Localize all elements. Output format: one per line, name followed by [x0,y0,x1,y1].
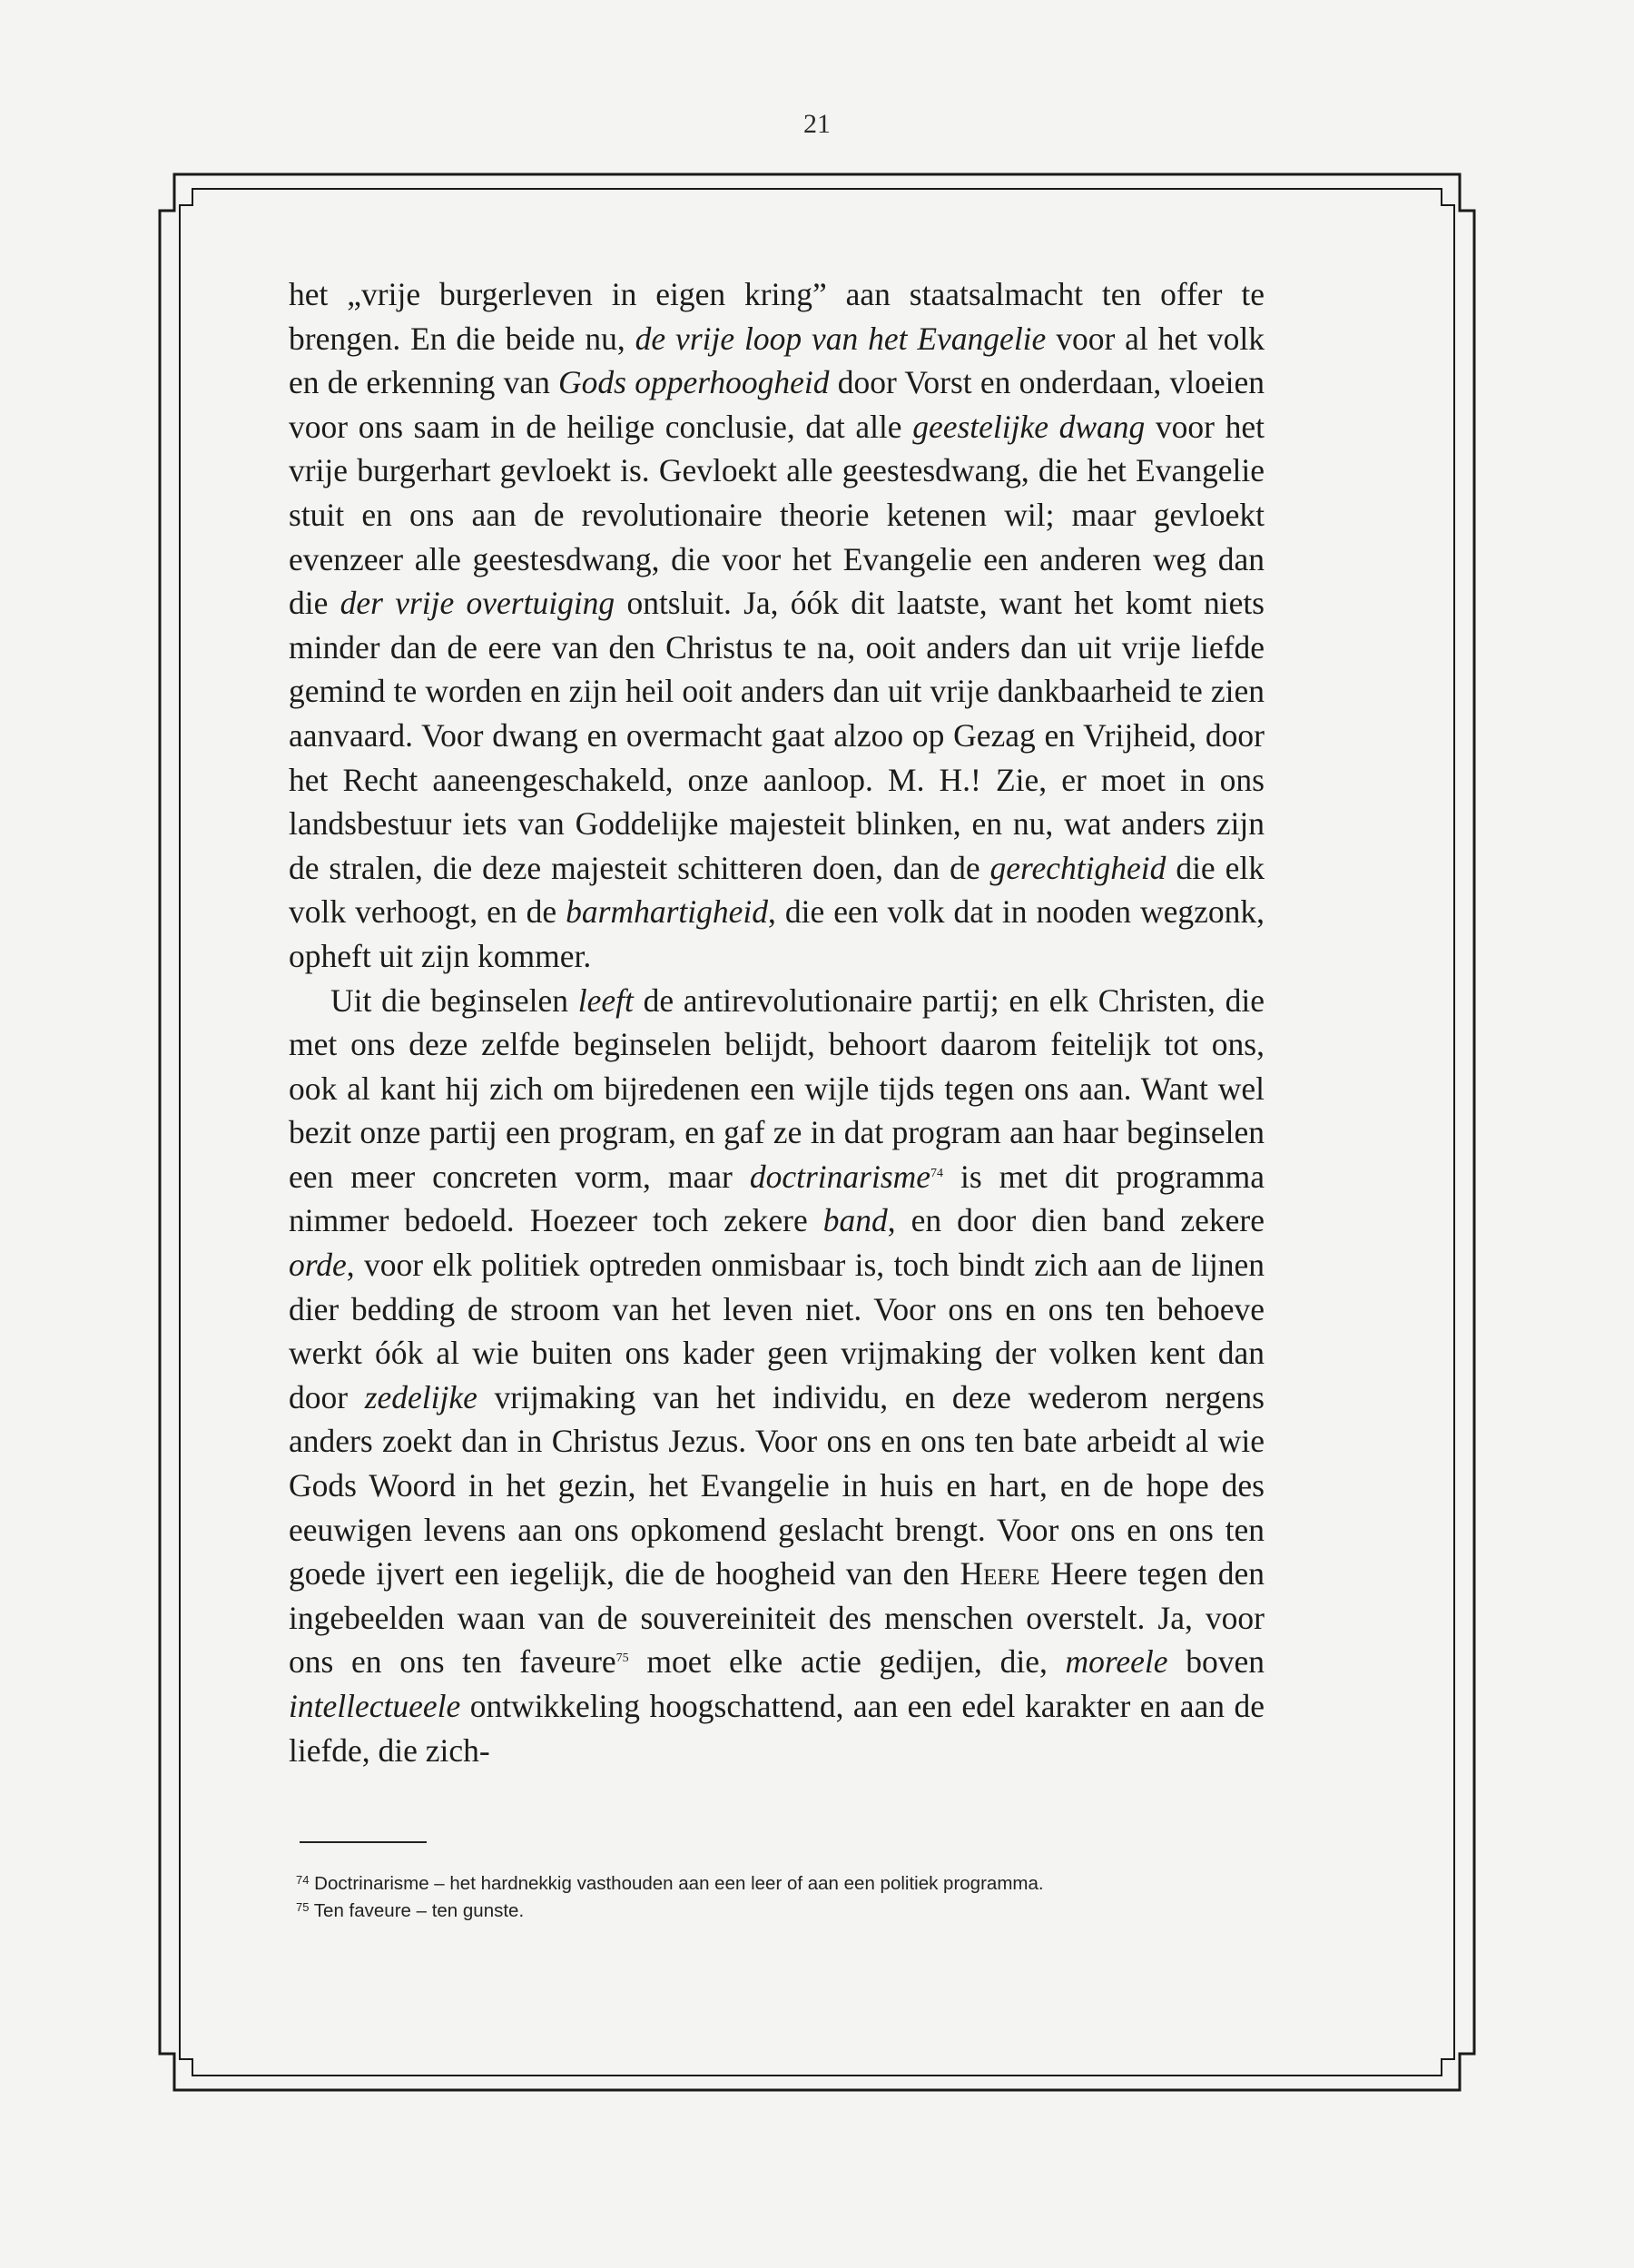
paragraph-2 [289,979,1265,1773]
italic-phrase: zedelijke [364,1378,477,1415]
italic-phrase: leeft [577,981,634,1019]
footnote-number: 75 [296,1900,310,1914]
text-run: , en door dien band zekere [887,1202,1265,1239]
italic-phrase: der vrije overtuiging [340,585,615,622]
footnote-rule [300,1841,427,1843]
body-text [289,272,1265,1772]
italic-phrase: orde [289,1247,347,1284]
text-run: Heere tegen den ingebeelden waan van de souvereiniteit des menschen overstelt. Ja, voor ons en ons ten faveure [289,1555,1265,1681]
italic-phrase: band [822,1202,888,1239]
text-run: is met dit programma nimmer bedoeld. Hoezeer toch zekere [289,1158,1265,1239]
text-run: die elk volk verhoogt, en de [289,849,1265,931]
italic-phrase: gerechtigheid [989,849,1166,886]
italic-phrase: de vrije loop van het Evangelie [635,320,1047,357]
small-caps-word: Heere [960,1555,1040,1593]
footnote-reference: 75 [615,1652,629,1666]
text-run: , die een volk dat in nooden wegzonk, opheft uit zijn kommer. [289,893,1265,974]
footnote-number: 74 [296,1873,310,1887]
text-run: de antirevolutionaire partij; en elk Christen, die met ons deze zelfde beginselen belijdt, behoort daarom feitelijk tot ons, ook al kant hij zich om bijredenen een wijle tijds tegen ons aan. Want wel bezit onze partij een program, en gaf ze in dat program aan haar beginselen een meer concreten vorm, maar [289,981,1265,1195]
text-run: voor al het volk en de erkenning van [289,320,1265,401]
italic-phrase: barmhartigheid [566,893,768,931]
italic-phrase: intellectueele [289,1688,461,1724]
page-number: 21 [803,109,831,139]
text-run: voor het vrije burgerhart gevloekt is. Gevloekt alle geestesdwang, die het Evangelie stuit en ons aan de revolutionaire theorie ketenen wil; maar gevloekt evenzeer alle geestesdwang, die voor het Evangelie een anderen weg dan die [289,408,1265,622]
italic-phrase: moreele [1065,1643,1168,1681]
text-run: boven [1167,1643,1265,1681]
italic-phrase: Gods opperhoogheid [558,364,830,401]
text-run: vrijmaking van het individu, en deze wederom nergens anders zoekt dan in Christus Jezus. Voor ons en ons ten bate arbeidt al wie Gods Woord in het gezin, het Evangelie in huis en hart, en de hope des eeuwigen levens aan ons opkomend geslacht brengt. Voor ons en ons ten goede ijvert een iegelijk, die de hoogheid van den [289,1378,1265,1593]
footnote-text: Ten faveure – ten gunste. [313,1900,525,1921]
text-run: door Vorst en onderdaan, vloeien voor ons saam in de heilige conclusie, dat alle [289,364,1265,445]
italic-phrase: geestelijke dwang [912,408,1146,445]
text-run: ontwikkeling hoogschattend, aan een edel karakter en aan de liefde, die zich- [289,1688,1265,1769]
text-run: Uit die beginselen [330,981,578,1019]
footnote-74 [296,1870,1294,1898]
italic-phrase: doctrinarisme [749,1158,931,1195]
text-run: ontsluit. Ja, óók dit laatste, want het komt niets minder dan de eere van den Christus te na, ooit anders dan uit vrije liefde gemind te worden en zijn heil ooit anders dan uit vrije dankbaarheid te zien aanvaard. Voor dwang en overmacht gaat alzoo op Gezag en Vrijheid, door het Recht aaneengeschakeld, onze aanloop. M. H.! Zie, er moet in ons landsbestuur iets van Goddelijke majesteit blinken, en nu, wat anders zijn de stralen, die deze majesteit schitteren doen, dan de [289,585,1265,886]
footnote-text: Doctrinarisme – het hardnekkig vasthouden aan een leer of aan een politiek programma. [314,1873,1044,1894]
footnote-reference: 74 [930,1166,944,1180]
text-run: moet elke actie gedijen, die, [628,1643,1066,1681]
paragraph-1 [289,272,1265,979]
footnotes [296,1870,1294,1925]
text-run: het „vrije burgerleven in eigen kring” aan staatsalmacht ten offer te brengen. En die beide nu, [289,276,1265,357]
footnote-75 [296,1898,1294,1925]
text-run: , voor elk politiek optreden onmisbaar is, toch bindt zich aan de lijnen dier bedding de stroom van het leven niet. Voor ons en ons ten behoeve werkt óók al wie buiten ons kader geen vrijmaking der volken kent dan door [289,1247,1265,1415]
